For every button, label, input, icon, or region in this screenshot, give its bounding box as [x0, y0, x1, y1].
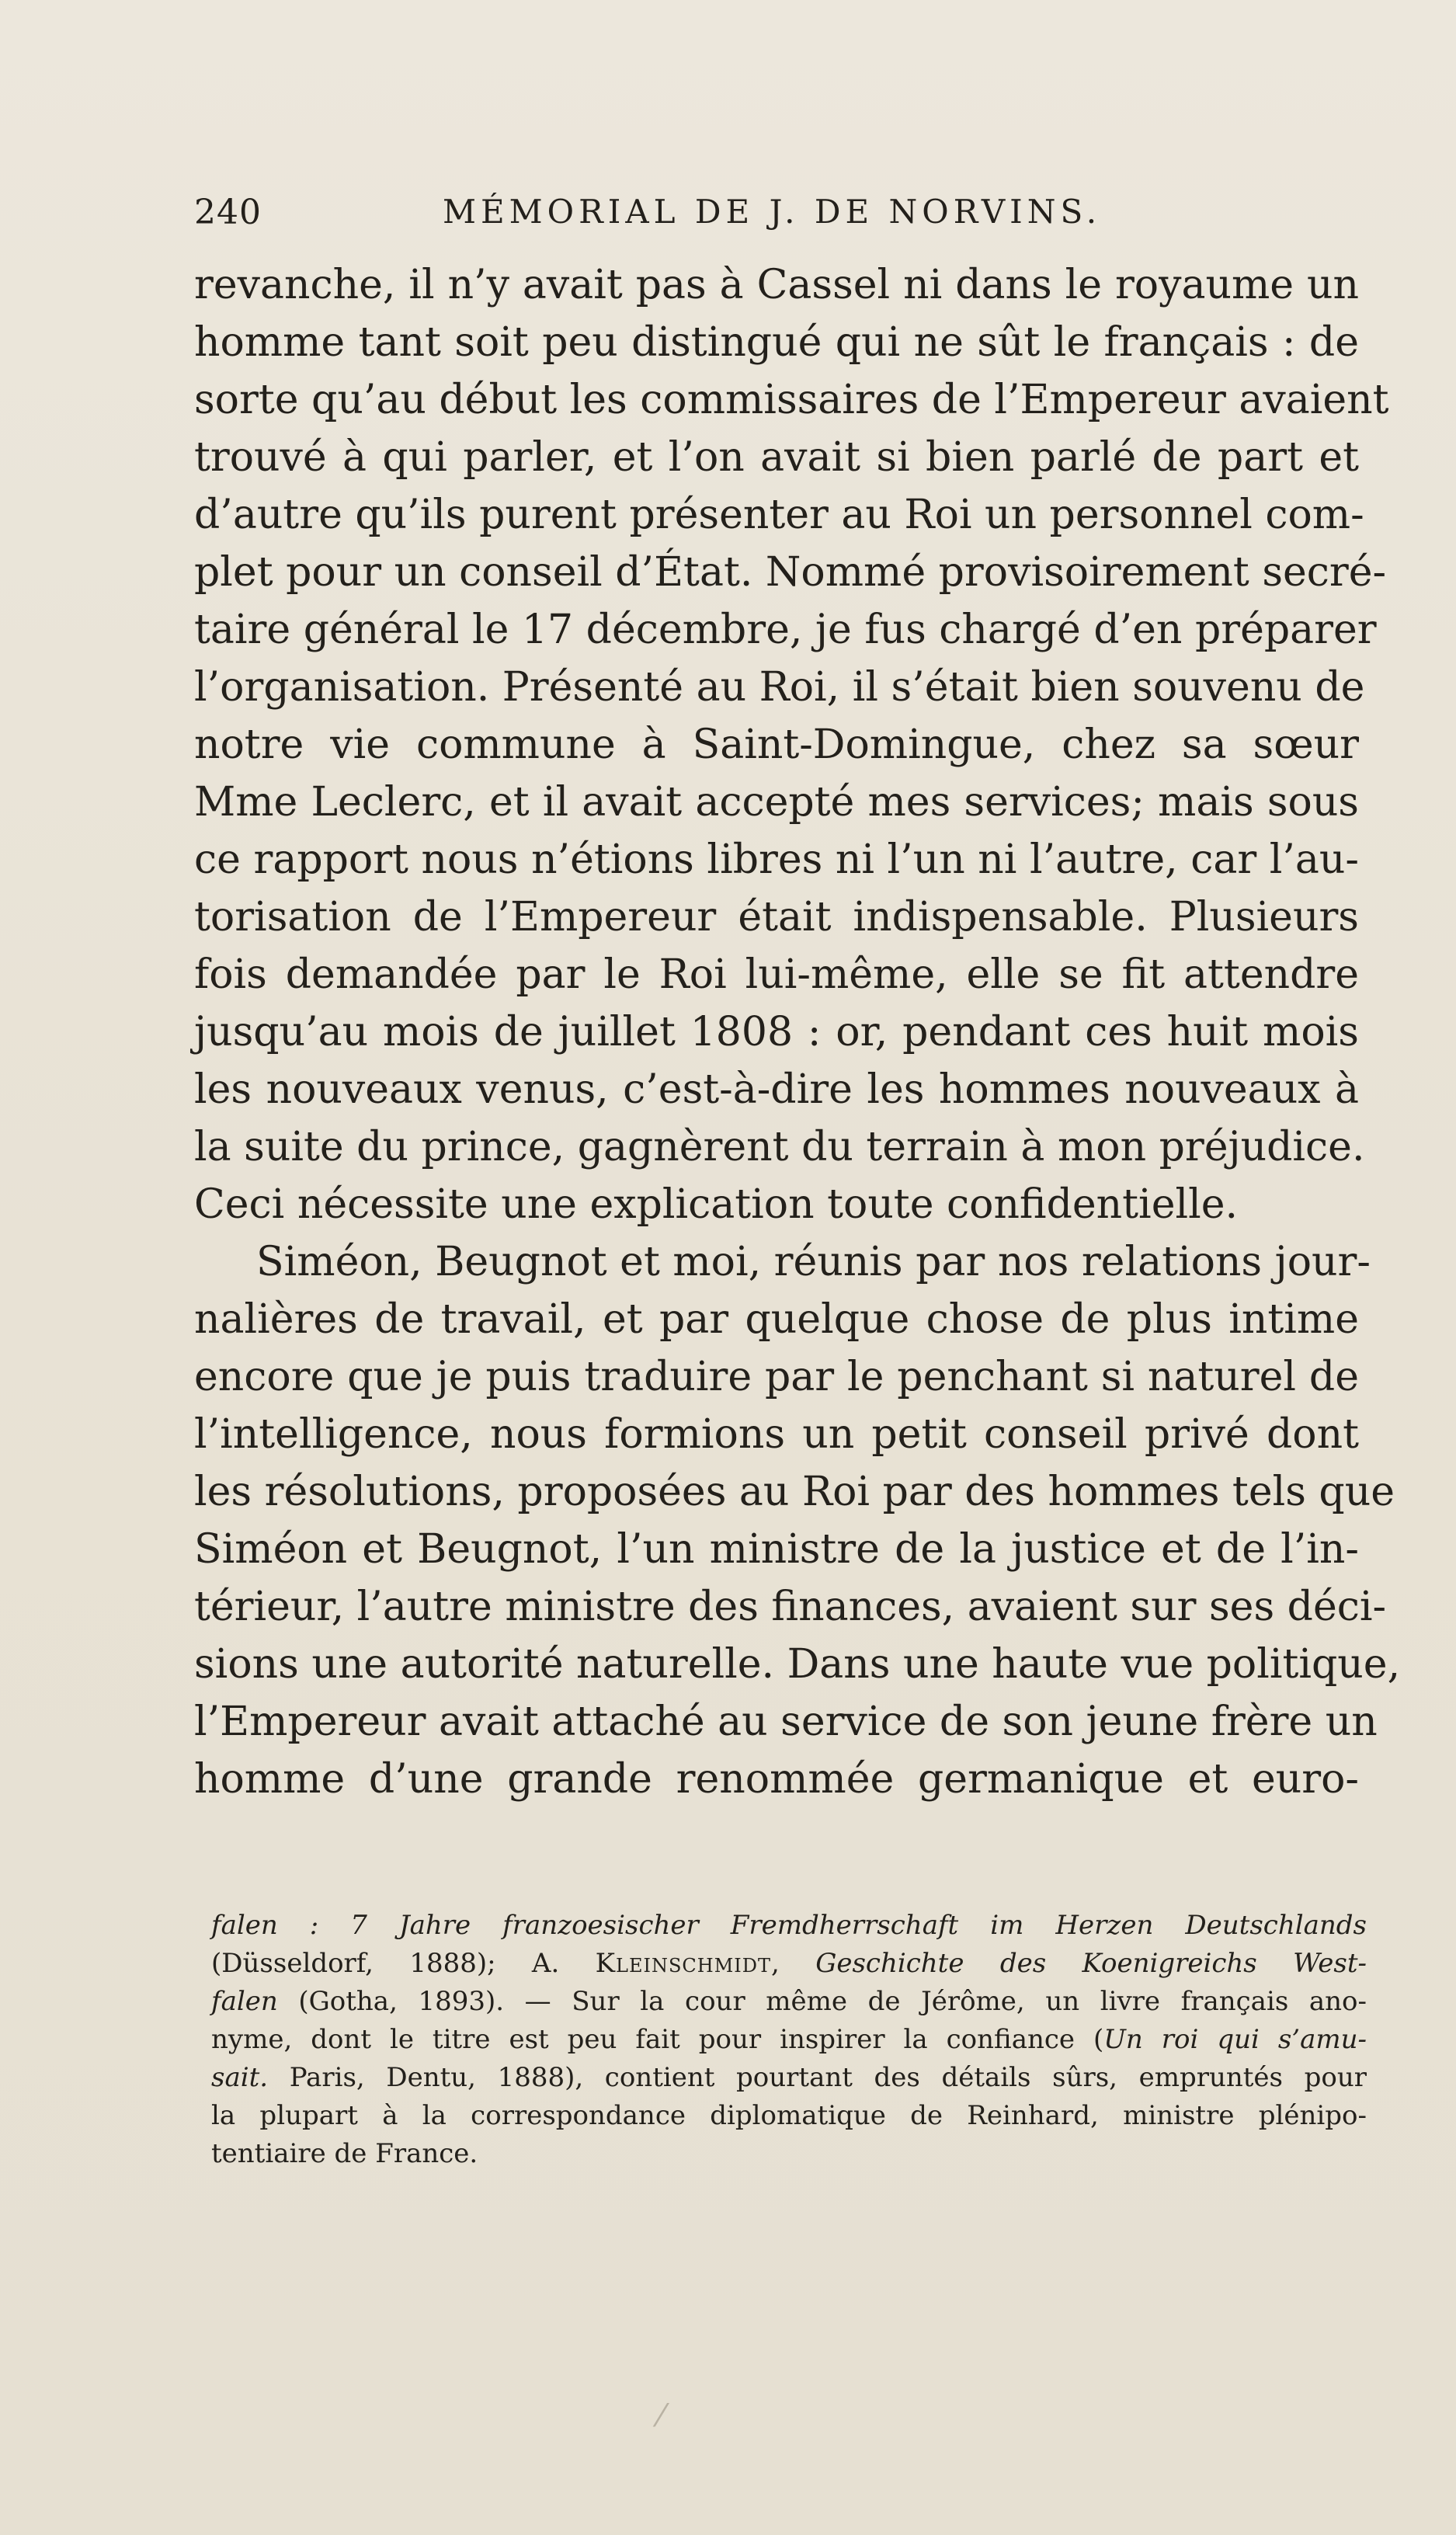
text-line: fois demandée par le Roi lui-même, elle se fit attendre [194, 951, 1359, 998]
footnote-italic: Geschichte des Koenigreichs West- [815, 1948, 1367, 1979]
text-line: les nouveaux venus, c’est-à-dire les hommes nouveaux à [194, 1066, 1359, 1113]
footnote-italic: falen [211, 1986, 278, 2017]
text-line: homme d’une grande renommée germanique et euro- [194, 1756, 1359, 1803]
text-line: ce rapport nous n’étions libres ni l’un ni l’autre, car l’au- [194, 836, 1359, 883]
text-line: sorte qu’au début les commissaires de l’Empereur avaient [194, 377, 1389, 423]
text-line: l’Empereur avait attaché au service de son jeune frère un [194, 1699, 1378, 1745]
footnote-italic: sait. [211, 2062, 269, 2093]
text-line: les résolutions, proposées au Roi par des hommes tels que [194, 1469, 1395, 1515]
text-line: Ceci nécessite une explication toute confidentielle. [194, 1181, 1239, 1228]
text-line: plet pour un conseil d’État. Nommé provisoirement secré- [194, 549, 1387, 596]
text-line: homme tant soit peu distingué qui ne sût le français : de [194, 319, 1359, 366]
footnote-text: , [771, 1948, 816, 1979]
text-line: Siméon, Beugnot et moi, réunis par nos relations jour- [256, 1239, 1371, 1285]
text-line: la suite du prince, gagnèrent du terrain à mon préjudice. [194, 1124, 1365, 1170]
page-number: 240 [194, 193, 262, 232]
text-line: térieur, l’autre ministre des finances, avaient sur ses déci- [194, 1584, 1387, 1630]
footnote-line: tentiaire de France. [211, 2138, 478, 2169]
text-line: trouvé à qui parler, et l’on avait si bien parlé de part et [194, 434, 1359, 481]
footnote-italic: falen : 7 Jahre franzoesischer Fremdherrschaft im Herzen Deutschlands [211, 1910, 1367, 1941]
footnote-line: la plupart à la correspondance diplomatique de Reinhard, ministre plénipo- [211, 2100, 1367, 2131]
pencil-mark: ⁄ [659, 2398, 664, 2434]
text-line: notre vie commune à Saint-Domingue, chez sa sœur [194, 722, 1359, 768]
footnote-line [211, 1983, 1367, 2021]
text-line: taire général le 17 décembre, je fus chargé d’en préparer [194, 607, 1377, 653]
footnote-text: nyme, dont le titre est peu fait pour inspirer la confiance ( [211, 2024, 1104, 2055]
footnote-author: Kleinschmidt [595, 1948, 772, 1979]
footnote-line [211, 2021, 1367, 2059]
footnote [211, 1907, 1367, 2173]
footnote-line [211, 2059, 1367, 2097]
text-line: encore que je puis traduire par le penchant si naturel de [194, 1354, 1359, 1400]
footnote-text: (Gotha, 1893). — Sur la cour même de Jérôme, un livre français ano- [277, 1986, 1367, 2017]
text-line: l’organisation. Présenté au Roi, il s’était bien souvenu de [194, 664, 1365, 711]
footnote-text: (Düsseldorf, 1888); A. [211, 1948, 596, 1979]
text-line: jusqu’au mois de juillet 1808 : or, pendant ces huit mois [194, 1009, 1359, 1055]
text-line: nalières de travail, et par quelque chose de plus intime [194, 1296, 1359, 1343]
text-line: revanche, il n’y avait pas à Cassel ni dans le royaume un [194, 262, 1359, 308]
footnote-text: Paris, Dentu, 1888), contient pourtant des détails sûrs, empruntés pour [268, 2062, 1367, 2093]
footnote-line [211, 1945, 1367, 1983]
running-title: MÉMORIAL DE J. DE NORVINS. [443, 193, 1102, 231]
text-line: Mme Leclerc, et il avait accepté mes services; mais sous [194, 779, 1359, 826]
text-line: d’autre qu’ils purent présenter au Roi un personnel com- [194, 492, 1364, 538]
text-line: Siméon et Beugnot, l’un ministre de la justice et de l’in- [194, 1526, 1359, 1573]
footnote-italic: Un roi qui s’amu- [1103, 2024, 1367, 2055]
text-line: torisation de l’Empereur était indispensable. Plusieurs [194, 894, 1359, 941]
body-text [194, 256, 1401, 1808]
footnote-line [211, 1907, 1367, 1945]
text-line: sions une autorité naturelle. Dans une haute vue politique, [194, 1641, 1401, 1688]
text-line: l’intelligence, nous formions un petit conseil privé dont [194, 1411, 1359, 1458]
page-header [194, 193, 1359, 247]
